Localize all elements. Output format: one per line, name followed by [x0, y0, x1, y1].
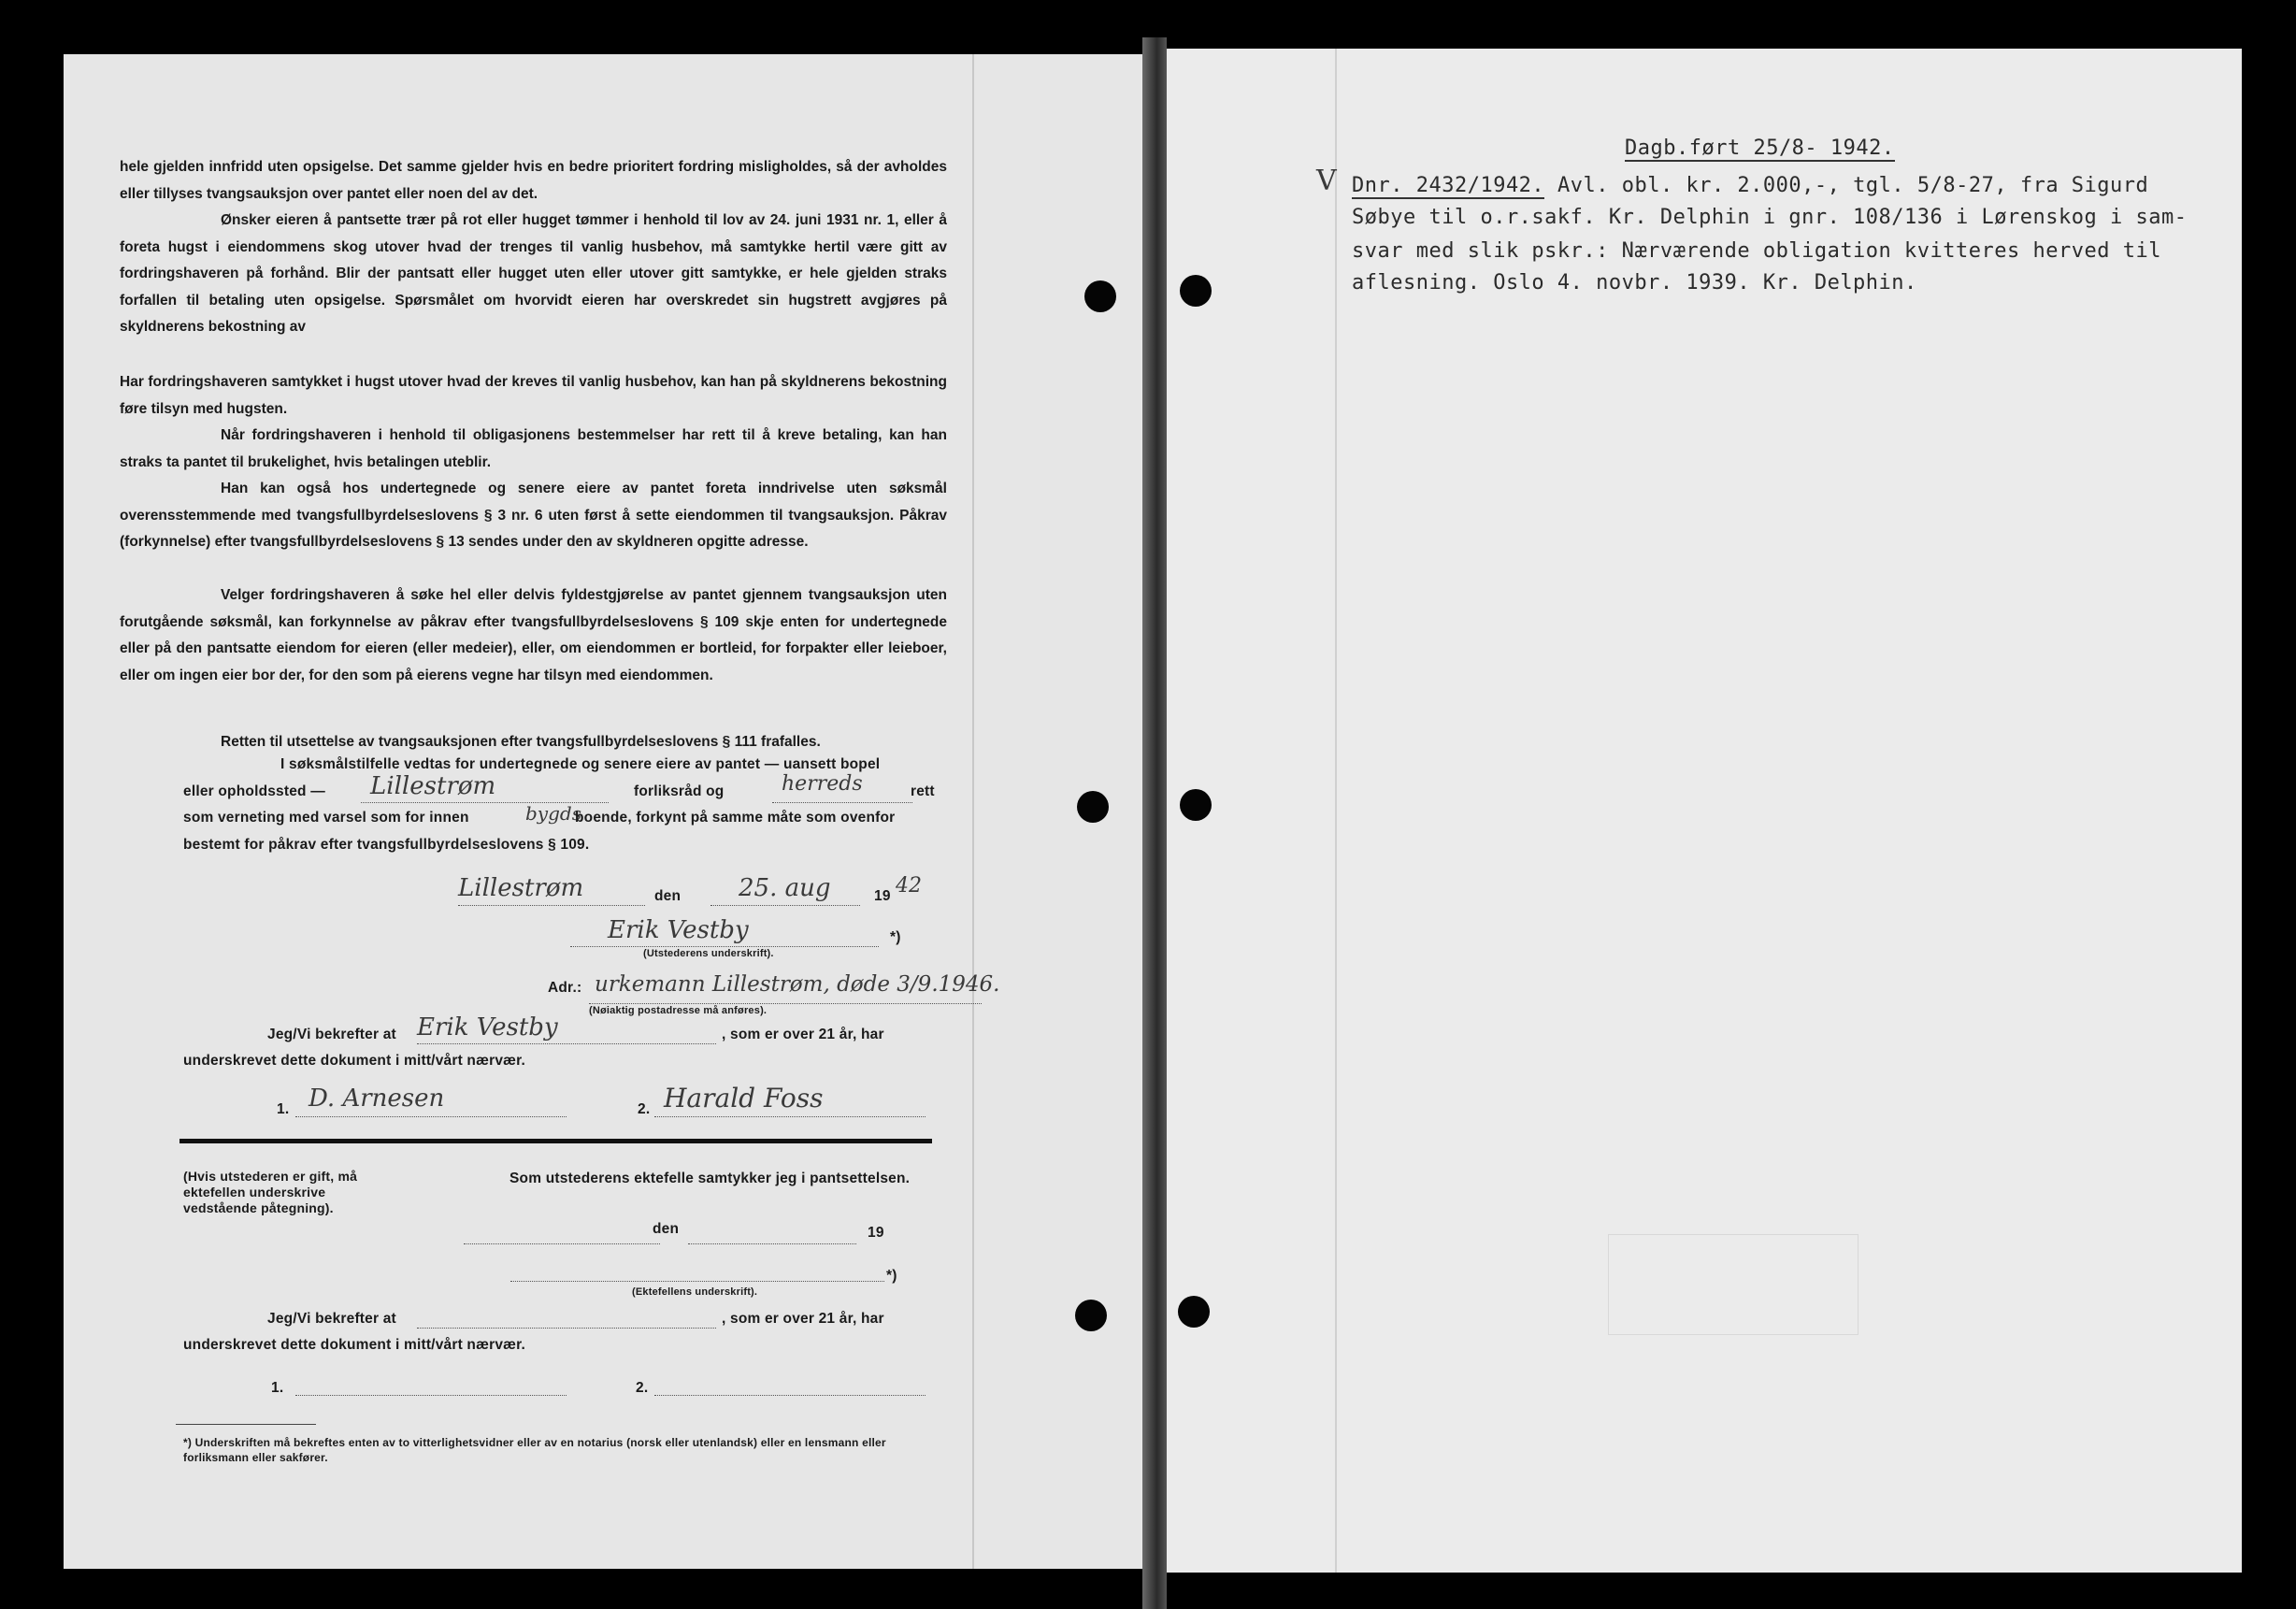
date-line [710, 905, 860, 906]
para8-forliksrad: forliksråd og [634, 783, 725, 799]
punch-hole-4 [1180, 789, 1212, 821]
witness2-text-a: Jeg/Vi bekrefter at [267, 1311, 396, 1327]
witness-1-line [295, 1116, 567, 1117]
witnessed-name-line [417, 1043, 716, 1044]
witness-2-number: 2. [638, 1101, 651, 1117]
para8-line4: bestemt for påkrav efter tvangsfullbyrdelseslovens § 109. [183, 837, 590, 853]
spouse-date-line [688, 1243, 856, 1244]
spouse-signature-caption: (Ektefellens underskrift). [632, 1286, 758, 1298]
address-caption: (Nøiaktig postadresse må anføres). [589, 1005, 768, 1016]
paragraph-2: Ønsker eieren å pantsette trær på rot eller hugget tømmer i henhold til lov av 24. juni 1931 nr. 1, eller å foreta hugst i eiendommens skog utover hvad der trenges til vanlig husbehov, må samtykke hertil være gitt av fordringshaveren på forhånd. Blir der pantsatt eller hugget uten eller utover gitt samtykke, er hele gjelden straks forfallen til betaling uten opsigelse. Spørsmålet om hvorvidt eieren har overskredet sin hugstrett avgjøres på skyldnerens bekostning av [120, 212, 947, 335]
entry-line-1: Avl. obl. kr. 2.000,-, tgl. 5/8-27, fra Sigurd [1557, 174, 2149, 197]
punch-hole-1 [1084, 280, 1116, 312]
handwritten-address: urkemann Lillestrøm, døde 3/9.1946. [595, 972, 1000, 997]
handwritten-signature: Erik Vestby [608, 916, 749, 944]
footnote-rule [176, 1424, 316, 1425]
paragraph-6: Velger fordringshaveren å søke hel eller delvis fyldestgjørelse av pantet gjennem tvangsauksjon uten forutgående søksmål, kan forkynnelse av påkrav efter tvangsfullbyrdelseslovens § 109 skje enten for undertegnede eller på den pantsatte eiendom for eieren (eller medeier), eller, om eiendommen er bortleid, for forpakter eller leieboer, eller om ingen eier bor der, for den som på eierens vegne har tilsyn med eiendommen. [120, 587, 947, 683]
para8-line1: I søksmålstilfelle vedtas for undertegnede og senere eiere av pantet — uansett bopel [280, 756, 881, 772]
handwritten-court: herreds [782, 772, 863, 796]
entry-line-2: Søbye til o.r.sakf. Kr. Delphin i gnr. 108/136 i Lørenskog i sam- [1352, 206, 2188, 229]
paragraph-3: Har fordringshaveren samtykket i hugst utover hvad der kreves til vanlig husbehov, kan han på skyldnerens bekostning føre tilsyn med hugsten. [120, 374, 947, 417]
spouse-footnote-mark: *) [886, 1268, 897, 1284]
date-place-line [458, 905, 645, 906]
witness-2-line [654, 1116, 926, 1117]
year-prefix: 19 [874, 888, 891, 904]
witness2-text-c: underskrevet dette dokument i mitt/vårt nærvær. [183, 1337, 525, 1353]
document-number: Dnr. 2432/1942. [1352, 174, 1545, 197]
paragraph-4: Når fordringshaveren i henhold til obligasjonens bestemmelser har rett til å kreve betaling, kan han straks ta pantet til brukelighet, hvis betalingen uteblir. [120, 427, 947, 470]
address-label: Adr.: [548, 980, 582, 996]
witness-text-c: underskrevet dette dokument i mitt/vårt nærvær. [183, 1053, 525, 1069]
para8-line3b: boende, forkynt på samme måte som ovenfor [575, 810, 896, 826]
witness-text-b: , som er over 21 år, har [722, 1027, 884, 1042]
court-line [772, 802, 912, 803]
punch-hole-3 [1077, 791, 1109, 823]
date-label: den [654, 888, 682, 904]
signature-line [570, 946, 879, 947]
witness2-2-number: 2. [636, 1380, 649, 1396]
handwritten-place: Lillestrøm [370, 772, 496, 800]
check-mark: V [1316, 165, 1337, 197]
punch-hole-2 [1180, 275, 1212, 307]
footnote: *) Underskriften må bekreftes enten av to vitterlighetsvidner eller av en notarius (norsk eller utenlandsk) eller en lensmann eller forliksmann eller sakfører. [183, 1436, 886, 1464]
witness2-text-b: , som er over 21 år, har [722, 1311, 884, 1327]
handwritten-bygd: bygds [525, 802, 581, 825]
right-margin-rule [1335, 49, 1337, 1573]
handwritten-date: 25. aug [739, 874, 831, 902]
section-divider [179, 1139, 932, 1143]
paragraph-7: Retten til utsettelse av tvangsauksjonen efter tvangsfullbyrdelseslovens § 111 frafalles. [221, 734, 821, 750]
spouse-year: 19 [868, 1225, 884, 1241]
spouse-date-label: den [653, 1221, 680, 1237]
witness-1-number: 1. [277, 1101, 290, 1117]
para8-line3: som verneting med varsel som for innen [183, 810, 469, 826]
handwritten-year: 42 [896, 874, 922, 898]
spouse-note: (Hvis utstederen er gift, må ektefellen underskrive vedstående påtegning). [183, 1169, 358, 1215]
handwritten-witness-1: D. Arnesen [309, 1085, 445, 1113]
witness2-name-line [417, 1328, 716, 1329]
entry-line-4: aflesning. Oslo 4. novbr. 1939. Kr. Delphin. [1352, 271, 1917, 295]
binding-fold [1142, 37, 1167, 1609]
signature-footnote-mark: *) [890, 929, 901, 945]
para8-rett: rett [911, 783, 935, 799]
left-margin-rule [972, 54, 974, 1569]
handwritten-witness-2: Harald Foss [664, 1083, 824, 1113]
journal-heading: Dagb.ført 25/8- 1942. [1625, 136, 1895, 160]
punch-hole-6 [1178, 1296, 1210, 1328]
witness2-2-line [654, 1395, 926, 1396]
spouse-consent: Som utstederens ektefelle samtykker jeg i pantsettelsen. [509, 1171, 911, 1186]
paragraph-5: Han kan også hos undertegnede og senere eiere av pantet foreta inndrivelse uten søksmål overensstemmende med tvangsfullbyrdelseslovens § 3 nr. 6 uten først å sette eiendommen til tvangsauksjon. Påkrav (forkynnelse) efter tvangsfullbyrdelseslovens § 13 sendes under den av skyldneren opgitte adresse. [120, 481, 947, 550]
witness2-1-line [295, 1395, 567, 1396]
spouse-place-line [464, 1243, 660, 1244]
address-line [589, 1003, 982, 1004]
punch-hole-5 [1075, 1300, 1107, 1331]
handwritten-place-2: Lillestrøm [458, 874, 584, 902]
paragraph-1: hele gjelden innfridd uten opsigelse. Det samme gjelder hvis en bedre prioritert fordring misligholdes, så der avholdes eller tillyses tvangsauksjon over pantet eller noen del av det. [120, 159, 947, 202]
faded-stamp [1608, 1234, 1858, 1335]
entry-line-3: svar med slik pskr.: Nærværende obligation kvitteres herved til [1352, 239, 2161, 263]
para8-line2: eller opholdssted — [183, 783, 325, 799]
spouse-signature-line [510, 1281, 884, 1282]
witness2-1-number: 1. [271, 1380, 284, 1396]
handwritten-witnessed-name: Erik Vestby [417, 1013, 558, 1042]
witness-text-a: Jeg/Vi bekrefter at [267, 1027, 396, 1042]
signature-caption: (Utstederens underskrift). [643, 948, 774, 959]
